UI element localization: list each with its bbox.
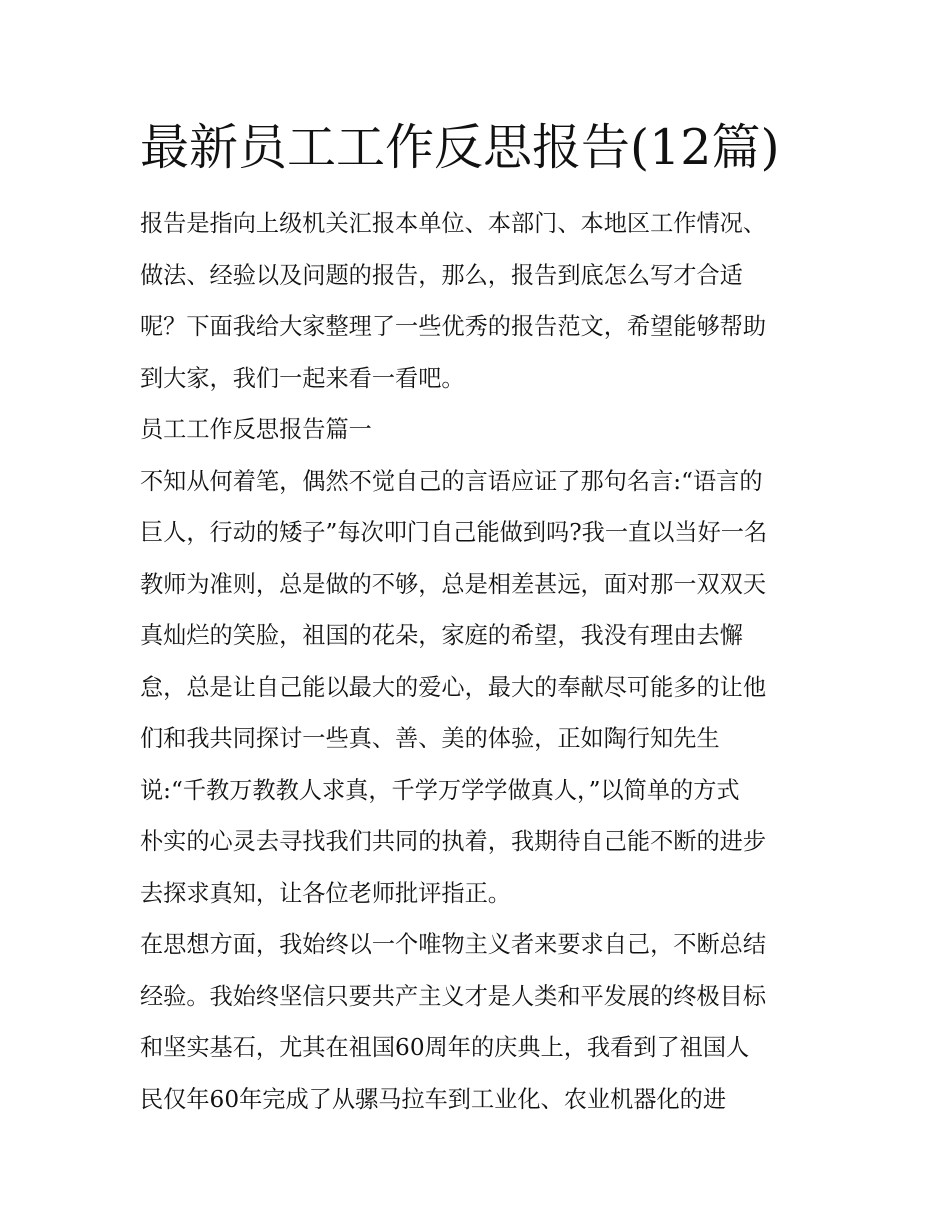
- text-line: 到大家，我们一起来看一看吧。: [140, 364, 465, 392]
- text-line: 们和我共同探讨一些真、善、美的体验，正如陶行知先生: [140, 725, 720, 752]
- text-line: 和坚实基石，尤其在祖国60周年的庆典上，我看到了祖国人: [140, 1034, 750, 1061]
- section-heading-text: 员工工作反思报告篇一: [140, 416, 372, 443]
- text-line: 说:“千教万教教人求真，千学万学学做真人，”以简单的方式: [140, 776, 740, 804]
- body-paragraph-1: [140, 456, 820, 920]
- text-line: 怠，总是让自己能以最大的爱心，最大的奉献尽可能多的让他: [140, 673, 767, 701]
- text-line: 呢？下面我给大家整理了一些优秀的报告范文，希望能够帮助: [140, 313, 767, 340]
- text-line: 朴实的心灵去寻找我们共同的执着，我期待自己能不断的进步: [140, 828, 767, 855]
- text-line: 真灿烂的笑脸，祖国的花朵，家庭的希望，我没有理由去懈: [140, 622, 743, 649]
- text-line: 经验。我始终坚信只要共产主义才是人类和平发展的终极目标: [140, 982, 767, 1010]
- text-line: 做法、经验以及问题的报告，那么，报告到底怎么写才合适: [140, 261, 743, 289]
- text-line: 教师为准则，总是做的不够，总是相差甚远，面对那一双双天: [140, 570, 767, 598]
- document-body: [140, 112, 820, 1125]
- text-line: 民仅年60年完成了从骡马拉车到工业化、农业机器化的进: [140, 1085, 727, 1113]
- text-line: 不知从何着笔，偶然不觉自己的言语应证了那句名言:“语言的: [140, 467, 763, 495]
- text-line: 在思想方面，我始终以一个唯物主义者来要求自己，不断总结: [140, 931, 767, 958]
- body-paragraph-2: [140, 919, 820, 1125]
- text-line: 去探求真知，让各位老师批评指正。: [140, 879, 511, 907]
- text-line: 报告是指向上级机关汇报本单位、本部门、本地区工作情况、: [140, 210, 767, 237]
- intro-paragraph: [140, 198, 820, 404]
- text-line: 巨人，行动的矮子”每次叩门自己能做到吗?我一直以当好一名: [140, 519, 768, 546]
- document-title: 最新员工工作反思报告(12篇): [140, 119, 780, 176]
- section-heading: [140, 404, 820, 456]
